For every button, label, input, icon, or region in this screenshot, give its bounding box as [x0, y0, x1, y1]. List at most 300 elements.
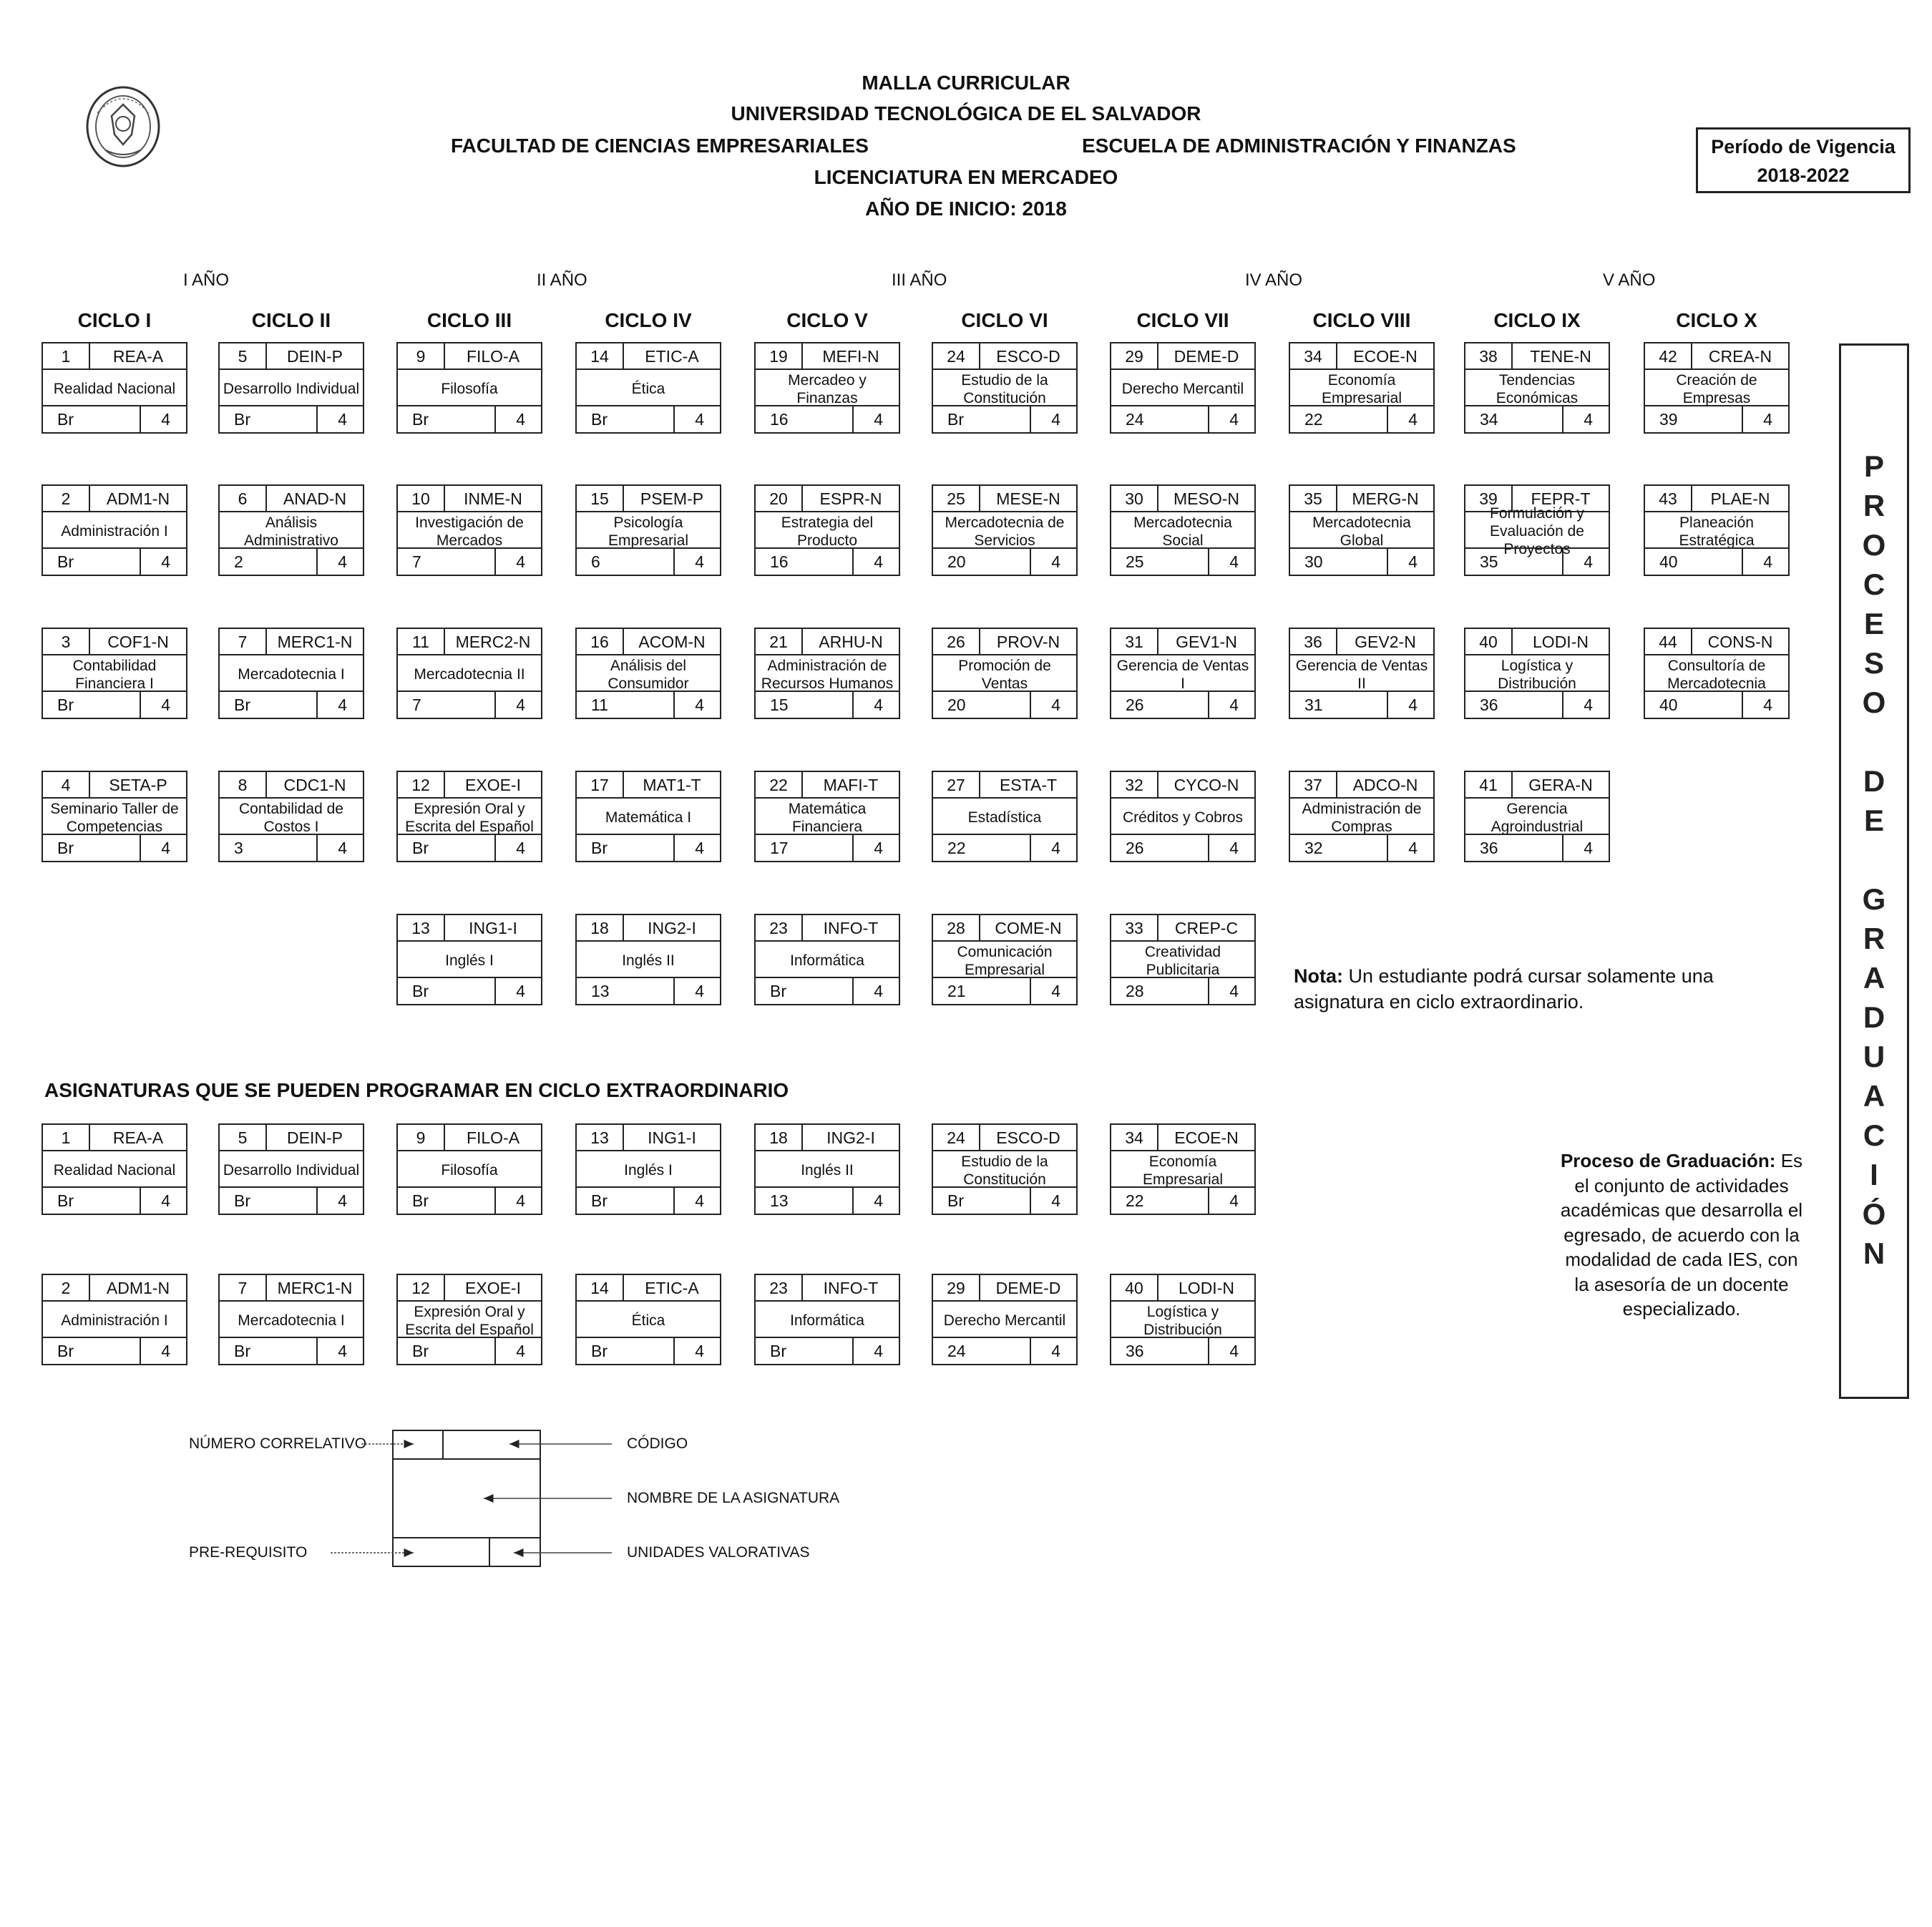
- course-box: [1644, 628, 1790, 719]
- title-university: UNIVERSIDAD TECNOLÓGICA DE EL SALVADOR: [731, 102, 1201, 125]
- course-prerequisite: 16: [756, 405, 854, 432]
- ciclo-header: CICLO VI: [961, 309, 1048, 331]
- course-number: 43: [1645, 486, 1692, 512]
- course-number: 5: [220, 1125, 267, 1151]
- course-name: Mercadeo y Finanzas: [788, 371, 867, 406]
- vigencia-box: [1696, 127, 1911, 193]
- course-number: 2: [43, 1275, 90, 1302]
- course-name: Investigación de Mercados: [415, 514, 524, 549]
- course-box: [932, 484, 1078, 576]
- title-anio-inicio: AÑO DE INICIO: 2018: [865, 197, 1067, 220]
- ciclo-header: CICLO X: [1676, 309, 1757, 331]
- course-units: 4: [318, 405, 363, 432]
- course-number: 2: [43, 486, 90, 512]
- course-name: Realidad Nacional: [53, 1162, 176, 1179]
- course-units: 4: [496, 547, 541, 575]
- course-code: FILO-A: [445, 1125, 541, 1151]
- course-box: [932, 914, 1078, 1005]
- course-box: [1289, 484, 1435, 576]
- course-units: 4: [141, 834, 186, 861]
- course-prerequisite: Br: [398, 1186, 496, 1214]
- year-label: II AÑO: [537, 270, 587, 290]
- course-number: 44: [1645, 629, 1692, 655]
- course-name: Estrategia del Producto: [781, 514, 874, 549]
- course-box: [932, 771, 1078, 862]
- course-prerequisite: 17: [756, 834, 854, 861]
- course-box: [1289, 771, 1435, 862]
- course-name: Gerencia de Ventas I: [1116, 657, 1249, 692]
- course-name: Administración de Recursos Humanos: [761, 657, 894, 692]
- course-units: 4: [675, 977, 720, 1004]
- course-prerequisite: Br: [43, 1337, 141, 1364]
- course-number: 18: [756, 1125, 803, 1151]
- course-code: PROV-N: [980, 629, 1076, 655]
- course-prerequisite: Br: [398, 405, 496, 432]
- course-name: Realidad Nacional: [53, 381, 176, 397]
- course-code: ETIC-A: [624, 343, 720, 370]
- course-name: Logística y Distribución: [1143, 1303, 1222, 1338]
- proceso-letter: O: [1862, 528, 1886, 562]
- course-number: 39: [1465, 486, 1513, 512]
- course-prerequisite: 36: [1465, 691, 1563, 718]
- ciclo-header: CICLO III: [426, 309, 512, 331]
- course-units: 4: [854, 405, 899, 432]
- proceso-letter: C: [1863, 567, 1885, 601]
- course-name: Gerencia de Ventas II: [1295, 657, 1428, 692]
- course-units: 4: [141, 1337, 186, 1364]
- course-number: 38: [1465, 343, 1513, 370]
- course-number: 37: [1290, 772, 1337, 799]
- course-code: LODI-N: [1513, 629, 1609, 655]
- course-units: 4: [141, 1186, 186, 1214]
- course-number: 23: [756, 915, 803, 942]
- course-prerequisite: Br: [577, 405, 675, 432]
- pg-desc-body: Es el conjunto de actividades académicas que desarrolla el egresado, de acuerdo con la modalidad de cada IES, con la asesoría de un docente especializado.: [1560, 1150, 1803, 1319]
- proceso-letter: E: [1863, 804, 1884, 837]
- course-code: MERC1-N: [267, 629, 363, 655]
- course-units: 4: [854, 691, 899, 718]
- course-units: 4: [854, 977, 899, 1004]
- course-name: Psicología Empresarial: [608, 514, 689, 549]
- course-number: 40: [1465, 629, 1513, 655]
- course-units: 4: [675, 1337, 720, 1364]
- course-box: [1464, 628, 1610, 719]
- course-name: Creatividad Publicitaria: [1144, 943, 1221, 978]
- course-prerequisite: 32: [1290, 834, 1388, 861]
- course-prerequisite: 2: [220, 547, 318, 575]
- year-label: IV AÑO: [1245, 270, 1303, 290]
- proceso-letter: G: [1862, 882, 1886, 916]
- course-prerequisite: 31: [1290, 691, 1388, 718]
- course-box: [1110, 1274, 1256, 1365]
- note-bold: Nota:: [1294, 965, 1343, 987]
- course-name: Desarrollo Individual: [223, 1162, 360, 1179]
- course-units: 4: [1388, 834, 1433, 861]
- course-prerequisite: 25: [1111, 547, 1209, 575]
- course-units: 4: [1209, 405, 1254, 432]
- course-units: 4: [1743, 405, 1788, 432]
- course-name: Derecho Mercantil: [943, 1312, 1066, 1329]
- extra-cycle-title: ASIGNATURAS QUE SE PUEDEN PROGRAMAR EN CICLO EXTRAORDINARIO: [44, 1079, 789, 1101]
- course-units: 4: [318, 691, 363, 718]
- proceso-letter: R: [1863, 922, 1885, 955]
- course-prerequisite: 26: [1111, 834, 1209, 861]
- course-name: Estadística: [967, 809, 1042, 826]
- pg-desc-bold: Proceso de Graduación:: [1560, 1150, 1776, 1171]
- course-number: 13: [577, 1125, 624, 1151]
- proceso-letter: C: [1863, 1118, 1885, 1152]
- course-units: 4: [675, 1186, 720, 1214]
- course-name: Gerencia Agroindustrial: [1491, 800, 1584, 835]
- course-units: 4: [141, 547, 186, 575]
- ciclo-header: CICLO VII: [1136, 309, 1229, 331]
- course-units: 4: [1031, 1337, 1076, 1364]
- course-code: MEFI-N: [803, 343, 899, 370]
- course-prerequisite: Br: [220, 1186, 318, 1214]
- course-prerequisite: Br: [933, 405, 1031, 432]
- course-code: COF1-N: [90, 629, 186, 655]
- course-box: [1464, 771, 1610, 862]
- course-units: 4: [496, 405, 541, 432]
- course-code: MAFI-T: [803, 772, 899, 799]
- course-number: 29: [933, 1275, 980, 1302]
- course-number: 25: [933, 486, 980, 512]
- course-units: 4: [1743, 547, 1788, 575]
- course-name: Desarrollo Individual: [223, 381, 360, 397]
- course-prerequisite: Br: [398, 834, 496, 861]
- course-box: [1644, 342, 1790, 434]
- course-units: 4: [675, 834, 720, 861]
- course-units: 4: [1209, 834, 1254, 861]
- year-label: I AÑO: [183, 270, 230, 290]
- course-prerequisite: Br: [398, 977, 496, 1004]
- course-units: 4: [1031, 547, 1076, 575]
- course-name: Ética: [631, 381, 665, 397]
- course-number: 33: [1111, 915, 1158, 942]
- course-box: [932, 1123, 1078, 1215]
- course-number: 24: [933, 1125, 980, 1151]
- course-code: CDC1-N: [267, 772, 363, 799]
- course-number: 16: [577, 629, 624, 655]
- course-prerequisite: 3: [220, 834, 318, 861]
- course-code: COME-N: [980, 915, 1076, 942]
- course-name: Filosofía: [441, 381, 498, 397]
- course-prerequisite: 20: [933, 547, 1031, 575]
- course-prerequisite: 7: [398, 691, 496, 718]
- course-number: 3: [43, 629, 90, 655]
- ciclo-header: CICLO IX: [1493, 309, 1581, 331]
- legend-arrows: [0, 0, 859, 1617]
- course-box: [932, 628, 1078, 719]
- course-code: GERA-N: [1513, 772, 1609, 799]
- course-code: ING1-I: [624, 1125, 720, 1151]
- course-prerequisite: Br: [577, 1337, 675, 1364]
- course-prerequisite: 16: [756, 547, 854, 575]
- course-units: 4: [1209, 977, 1254, 1004]
- course-code: MESE-N: [980, 486, 1076, 512]
- ciclo-header: CICLO V: [786, 309, 868, 331]
- course-units: 4: [854, 834, 899, 861]
- proceso-letter: U: [1863, 1040, 1885, 1073]
- course-prerequisite: 34: [1465, 405, 1563, 432]
- proceso-letter: I: [1870, 1158, 1878, 1191]
- course-units: 4: [1388, 405, 1433, 432]
- course-number: 14: [577, 1275, 624, 1302]
- course-code: DEIN-P: [267, 1125, 363, 1151]
- course-number: 26: [933, 629, 980, 655]
- course-code: CREP-C: [1158, 915, 1254, 942]
- course-number: 30: [1111, 486, 1158, 512]
- course-prerequisite: Br: [577, 1186, 675, 1214]
- course-prerequisite: 36: [1111, 1337, 1209, 1364]
- proceso-graduacion-description: [1560, 1148, 1803, 1322]
- course-units: 4: [496, 1337, 541, 1364]
- course-units: 4: [1563, 547, 1609, 575]
- course-box: [1289, 628, 1435, 719]
- course-prerequisite: 21: [933, 977, 1031, 1004]
- course-code: ESPR-N: [803, 486, 899, 512]
- course-units: 4: [496, 977, 541, 1004]
- course-units: 4: [1209, 691, 1254, 718]
- course-box: [1110, 628, 1256, 719]
- course-units: 4: [1031, 691, 1076, 718]
- course-code: MERC1-N: [267, 1275, 363, 1302]
- legend-pre-requisito: PRE-REQUISITO: [189, 1544, 308, 1561]
- course-name: Contabilidad Financiera I: [72, 657, 157, 692]
- course-code: ETIC-A: [624, 1275, 720, 1302]
- course-code: EXOE-I: [445, 772, 541, 799]
- course-number: 12: [398, 1275, 445, 1302]
- course-prerequisite: 39: [1645, 405, 1743, 432]
- proceso-letter: A: [1863, 961, 1885, 995]
- legend-codigo: CÓDIGO: [627, 1435, 688, 1452]
- course-code: PLAE-N: [1692, 486, 1788, 512]
- course-box: [1110, 1123, 1256, 1215]
- course-number: 15: [577, 486, 624, 512]
- course-number: 18: [577, 915, 624, 942]
- course-prerequisite: 11: [577, 691, 675, 718]
- course-box: [1110, 771, 1256, 862]
- course-units: 4: [496, 834, 541, 861]
- course-name: Matemática I: [605, 809, 692, 826]
- course-name: Mercadotecnia Social: [1133, 514, 1232, 549]
- course-prerequisite: 13: [756, 1186, 854, 1214]
- course-code: ANAD-N: [267, 486, 363, 512]
- title-carrera: LICENCIATURA EN MERCADEO: [814, 166, 1118, 188]
- course-prerequisite: Br: [43, 1186, 141, 1214]
- course-box: [1464, 342, 1610, 434]
- proceso-letter: Ó: [1862, 1197, 1886, 1231]
- course-prerequisite: 40: [1645, 547, 1743, 575]
- proceso-graduacion-box: [1839, 343, 1909, 1399]
- course-number: 14: [577, 343, 624, 370]
- course-units: 4: [1031, 977, 1076, 1004]
- course-prerequisite: Br: [220, 691, 318, 718]
- course-number: 29: [1111, 343, 1158, 370]
- course-number: 12: [398, 772, 445, 799]
- course-code: MERC2-N: [445, 629, 541, 655]
- course-number: 23: [756, 1275, 803, 1302]
- course-number: 22: [756, 772, 803, 799]
- course-name: Estudio de la Constitución: [961, 371, 1048, 406]
- course-units: 4: [496, 691, 541, 718]
- course-number: 9: [398, 343, 445, 370]
- course-units: 4: [1388, 691, 1433, 718]
- course-code: ESCO-D: [980, 1125, 1076, 1151]
- course-prerequisite: 28: [1111, 977, 1209, 1004]
- course-prerequisite: 22: [1111, 1186, 1209, 1214]
- course-box: [1110, 914, 1256, 1005]
- proceso-letter: O: [1862, 686, 1886, 719]
- course-code: MESO-N: [1158, 486, 1254, 512]
- course-prerequisite: 30: [1290, 547, 1388, 575]
- course-code: ECOE-N: [1337, 343, 1433, 370]
- course-units: 4: [1563, 691, 1609, 718]
- course-number: 6: [220, 486, 267, 512]
- course-prerequisite: Br: [43, 547, 141, 575]
- course-prerequisite: Br: [43, 834, 141, 861]
- course-number: 20: [756, 486, 803, 512]
- ciclo-header: CICLO IV: [605, 309, 692, 331]
- course-units: 4: [854, 547, 899, 575]
- course-code: CREA-N: [1692, 343, 1788, 370]
- course-code: ACOM-N: [624, 629, 720, 655]
- course-code: REA-A: [90, 1125, 186, 1151]
- course-number: 13: [398, 915, 445, 942]
- legend-unidades-valorativas: UNIDADES VALORATIVAS: [627, 1544, 810, 1561]
- course-number: 11: [398, 629, 445, 655]
- year-label: V AÑO: [1603, 270, 1656, 290]
- course-name: Expresión Oral y Escrita del Español: [405, 800, 534, 835]
- course-units: 4: [675, 547, 720, 575]
- course-name: Estudio de la Constitución: [961, 1153, 1048, 1188]
- course-name: Economía Empresarial: [1142, 1153, 1224, 1188]
- course-code: EXOE-I: [445, 1275, 541, 1302]
- course-code: LODI-N: [1158, 1275, 1254, 1302]
- course-units: 4: [1388, 547, 1433, 575]
- course-number: 21: [756, 629, 803, 655]
- proceso-letter: P: [1863, 449, 1884, 483]
- course-units: 4: [1209, 1337, 1254, 1364]
- course-name: Informática: [790, 952, 864, 969]
- proceso-letter: D: [1863, 1000, 1885, 1034]
- title-escuela: ESCUELA DE ADMINISTRACIÓN Y FINANZAS: [1082, 135, 1516, 157]
- course-name: Mercadotecnia I: [238, 666, 345, 683]
- course-number: 35: [1290, 486, 1337, 512]
- course-units: 4: [318, 834, 363, 861]
- course-number: 5: [220, 343, 267, 370]
- course-code: FILO-A: [445, 343, 541, 370]
- course-prerequisite: 22: [1290, 405, 1388, 432]
- course-number: 34: [1111, 1125, 1158, 1151]
- course-name: Expresión Oral y Escrita del Español: [405, 1303, 534, 1338]
- course-prerequisite: 35: [1465, 547, 1563, 575]
- proceso-letter: E: [1863, 607, 1884, 640]
- course-code: PSEM-P: [624, 486, 720, 512]
- course-name: Derecho Mercantil: [1121, 381, 1244, 397]
- title-malla: MALLA CURRICULAR: [862, 72, 1070, 94]
- course-units: 4: [854, 1337, 899, 1364]
- course-number: 32: [1111, 772, 1158, 799]
- course-code: ING2-I: [803, 1125, 899, 1151]
- course-prerequisite: 7: [398, 547, 496, 575]
- course-name: Análisis del Consumidor: [608, 657, 689, 692]
- course-code: MERG-N: [1337, 486, 1433, 512]
- course-name: Mercadotecnia Global: [1312, 514, 1411, 549]
- course-code: ING2-I: [624, 915, 720, 942]
- course-name: Administración I: [61, 1312, 168, 1329]
- course-number: 7: [220, 1275, 267, 1302]
- course-code: CONS-N: [1692, 629, 1788, 655]
- course-code: MAT1-T: [624, 772, 720, 799]
- course-name: Comunicación Empresarial: [957, 943, 1053, 978]
- course-number: 1: [43, 1125, 90, 1151]
- course-prerequisite: Br: [933, 1186, 1031, 1214]
- course-name: Inglés II: [622, 952, 675, 969]
- course-number: 24: [933, 343, 980, 370]
- course-units: 4: [1743, 691, 1788, 718]
- course-units: 4: [1563, 405, 1609, 432]
- course-name: Administración de Compras: [1302, 800, 1422, 835]
- course-units: 4: [854, 1186, 899, 1214]
- course-units: 4: [1209, 1186, 1254, 1214]
- ciclo-header: CICLO II: [251, 309, 331, 331]
- course-units: 4: [675, 405, 720, 432]
- course-number: 8: [220, 772, 267, 799]
- course-number: 28: [933, 915, 980, 942]
- course-number: 34: [1290, 343, 1337, 370]
- ciclo-header: CICLO I: [77, 309, 152, 331]
- legend-nombre: NOMBRE DE LA ASIGNATURA: [627, 1490, 840, 1506]
- course-code: DEME-D: [980, 1275, 1076, 1302]
- course-prerequisite: 36: [1465, 834, 1563, 861]
- course-number: 36: [1290, 629, 1337, 655]
- course-number: 7: [220, 629, 267, 655]
- course-number: 40: [1111, 1275, 1158, 1302]
- ciclo-header: CICLO VIII: [1312, 309, 1411, 331]
- course-box: [1464, 484, 1610, 576]
- note-text: [1294, 963, 1752, 1015]
- course-prerequisite: Br: [756, 1337, 854, 1364]
- course-prerequisite: 24: [1111, 405, 1209, 432]
- course-number: 1: [43, 343, 90, 370]
- course-units: 4: [141, 691, 186, 718]
- course-code: ESTA-T: [980, 772, 1076, 799]
- vigencia-label: Período de Vigencia: [1711, 136, 1896, 157]
- course-name: Análisis Administrativo: [244, 514, 338, 549]
- course-code: DEIN-P: [267, 343, 363, 370]
- course-units: 4: [1209, 547, 1254, 575]
- course-name: Inglés II: [801, 1162, 854, 1179]
- course-units: 4: [1031, 405, 1076, 432]
- course-box: [1110, 484, 1256, 576]
- course-number: 10: [398, 486, 445, 512]
- course-code: CYCO-N: [1158, 772, 1254, 799]
- course-code: ADCO-N: [1337, 772, 1433, 799]
- course-number: 42: [1645, 343, 1692, 370]
- course-box: [1110, 342, 1256, 434]
- course-name: Economía Empresarial: [1321, 371, 1402, 406]
- course-prerequisite: 22: [933, 834, 1031, 861]
- course-code: REA-A: [90, 343, 186, 370]
- course-prerequisite: Br: [43, 691, 141, 718]
- course-prerequisite: 15: [756, 691, 854, 718]
- legend-numero-correlativo: NÚMERO CORRELATIVO: [189, 1435, 367, 1452]
- course-name: Tendencias Económicas: [1496, 371, 1579, 406]
- course-name: Seminario Taller de Competencias: [50, 800, 179, 835]
- course-number: 4: [43, 772, 90, 799]
- course-number: 27: [933, 772, 980, 799]
